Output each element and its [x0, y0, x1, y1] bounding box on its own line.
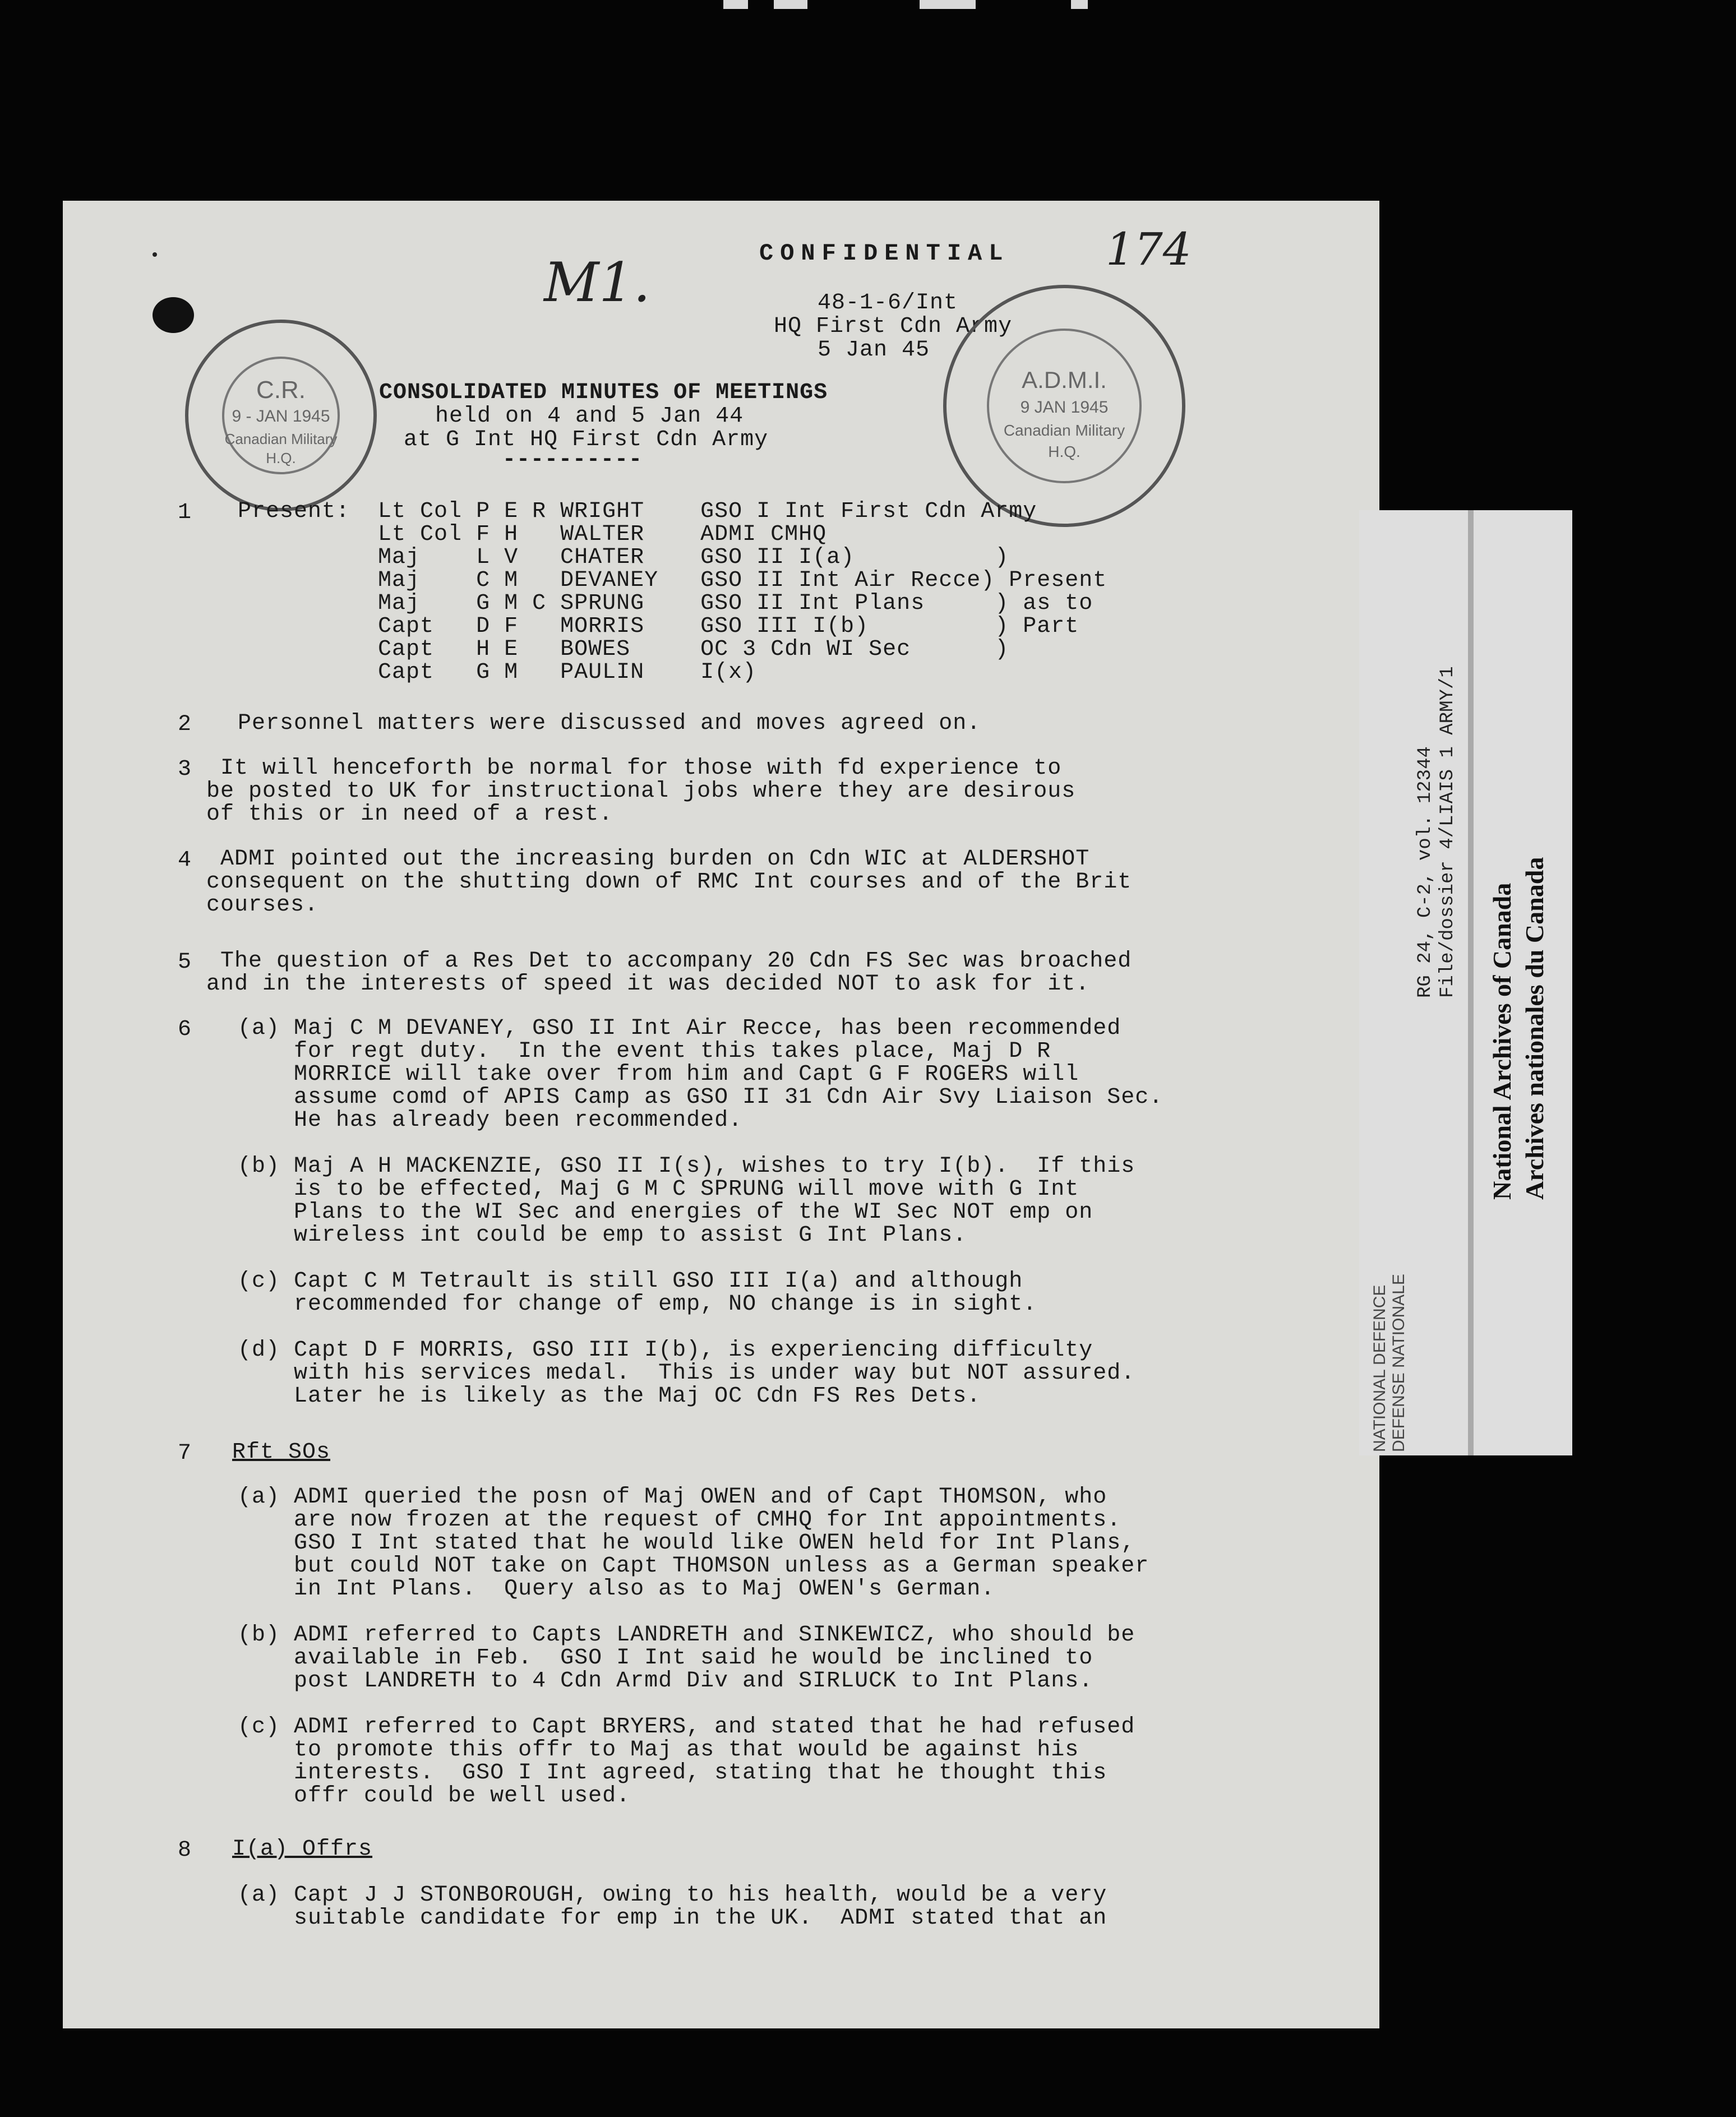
document-page	[63, 201, 1379, 2028]
title-rule: ----------	[502, 447, 643, 473]
handwritten-mark: M1.	[544, 251, 650, 314]
item-number: 5	[178, 950, 192, 975]
archive-slip	[1359, 510, 1572, 1455]
stamp-left-initials: C.R.	[256, 376, 306, 404]
file-reference: 48-1-6/Int	[818, 290, 958, 316]
stamp-right-date: 9 JAN 1945	[1020, 398, 1109, 417]
stamp-right-org: Canadian Military	[1003, 422, 1125, 439]
classification-heading: CONFIDENTIAL	[759, 240, 1010, 267]
archive-reference: RG 24, C-2, vol. 12344 File/dossier 4/LIAIS 1 ARMY/1	[1415, 666, 1458, 998]
item-number: 2	[178, 712, 192, 737]
item-number: 4	[178, 848, 192, 873]
folio-number: 174	[1106, 223, 1192, 275]
title-line-3: at G Int HQ First Cdn Army	[404, 427, 769, 452]
item-number: 1	[178, 500, 192, 525]
document-date: 5 Jan 45	[818, 338, 930, 363]
stamp-right	[943, 285, 1185, 527]
stamp-left-org: Canadian Military	[224, 431, 338, 447]
stamp-left	[185, 320, 377, 511]
stamp-right-initials: A.D.M.I.	[1022, 367, 1107, 393]
item-number: 3	[178, 757, 192, 782]
item-number: 6	[178, 1017, 192, 1042]
paragraph-4: ADMI pointed out the increasing burden on Cdn WIC at ALDERSHOT consequent on the shutting down of RMC Int courses and of the Brit courses.	[206, 847, 1132, 918]
stamp-left-date: 9 - JAN 1945	[232, 407, 330, 426]
paragraph-7: (a) ADMI queried the posn of Maj OWEN and of Capt THOMSON, who are now frozen at the request of CMHQ for Int appointments. GSO I Int stated that he would like OWEN held for Int Plans, but could NOT take on Capt THOMSON unless as a German speaker in Int Plans. Query also as to Maj OWEN's German. (b) ADMI referred to Capts LANDRETH and SINKEWICZ, who should be available in Feb. GSO I Int said he would be inclined to post LANDRETH to 4 Cdn Armd Div and SIRLUCK to Int Plans. (c) ADMI referred to Capt BRYERS, and stated that he had refused to promote this offr to Maj as that would be against his interests. GSO I Int agreed, stating that he thought this offr could be well used.	[238, 1485, 1149, 1809]
title-line-2: held on 4 and 5 Jan 44	[435, 404, 744, 429]
archive-department: NATIONAL DEFENCE DEFENSE NATIONALE	[1370, 1274, 1408, 1452]
stamp-left-hq: H.Q.	[266, 450, 296, 466]
punch-hole	[153, 297, 194, 333]
paragraph-5: The question of a Res Det to accompany 20 Cdn FS Sec was broached and in the interests of speed it was decided NOT to ask for it.	[206, 949, 1132, 997]
section-heading: Rft SOs	[232, 1440, 331, 1465]
section-heading: I(a) Offrs	[232, 1837, 373, 1862]
paragraph-3: It will henceforth be normal for those with fd experience to be posted to UK for instructional jobs where they are desirous of this or in need of a rest.	[206, 756, 1076, 827]
item-number: 8	[178, 1838, 192, 1863]
item-number: 7	[178, 1441, 192, 1466]
ink-dot	[153, 252, 157, 257]
stamp-right-hq: H.Q.	[1048, 443, 1081, 460]
paragraph-8: (a) Capt J J STONBOROUGH, owing to his health, would be a very suitable candidate for emp in the UK. ADMI stated that an	[238, 1883, 1107, 1931]
paragraph-6: (a) Maj C M DEVANEY, GSO II Int Air Recce, has been recommended for regt duty. In the event this takes place, Maj D R MORRICE will take over from him and Capt G F ROGERS will assume comd of APIS Camp as GSO II 31 Cdn Air Svy Liaison Sec. He has already been recommended. (b) Maj A H MACKENZIE, GSO II I(s), wishes to try I(b). If this is to be effected, Maj G M C SPRUNG will move with G Int Plans to the WI Sec and energies of the WI Sec NOT emp on wireless int could be emp to assist G Int Plans. (c) Capt C M Tetrault is still GSO III I(a) and although recommended for change of emp, NO change is in sight. (d) Capt D F MORRIS, GSO III I(b), is experiencing difficulty with his services medal. This is under way but NOT assured. Later he is likely as the Maj OC Cdn FS Res Dets.	[238, 1016, 1164, 1409]
hq-line: HQ First Cdn Army	[774, 314, 1013, 339]
top-edge-marks	[0, 0, 1736, 17]
archive-institution: National Archives of Canada Archives nationales du Canada	[1488, 857, 1549, 1200]
attendance-list: Present: Lt Col P E R WRIGHT GSO I Int First Cdn Army Lt Col F H WALTER ADMI CMHQ Maj L V CHATER GSO II I(a) ) Maj C M DEVANEY GSO II Int Air Recce) Present Maj G M C SPRUNG GSO II Int Plans ) as to Capt D F MORRIS GSO III I(b) ) Part Capt H E BOWES OC 3 Cdn WI Sec ) Capt G M PAULIN I(x)	[238, 499, 1107, 685]
paragraph-2: Personnel matters were discussed and moves agreed on.	[238, 711, 981, 736]
title-line-1: CONSOLIDATED MINUTES OF MEETINGS	[379, 380, 828, 405]
